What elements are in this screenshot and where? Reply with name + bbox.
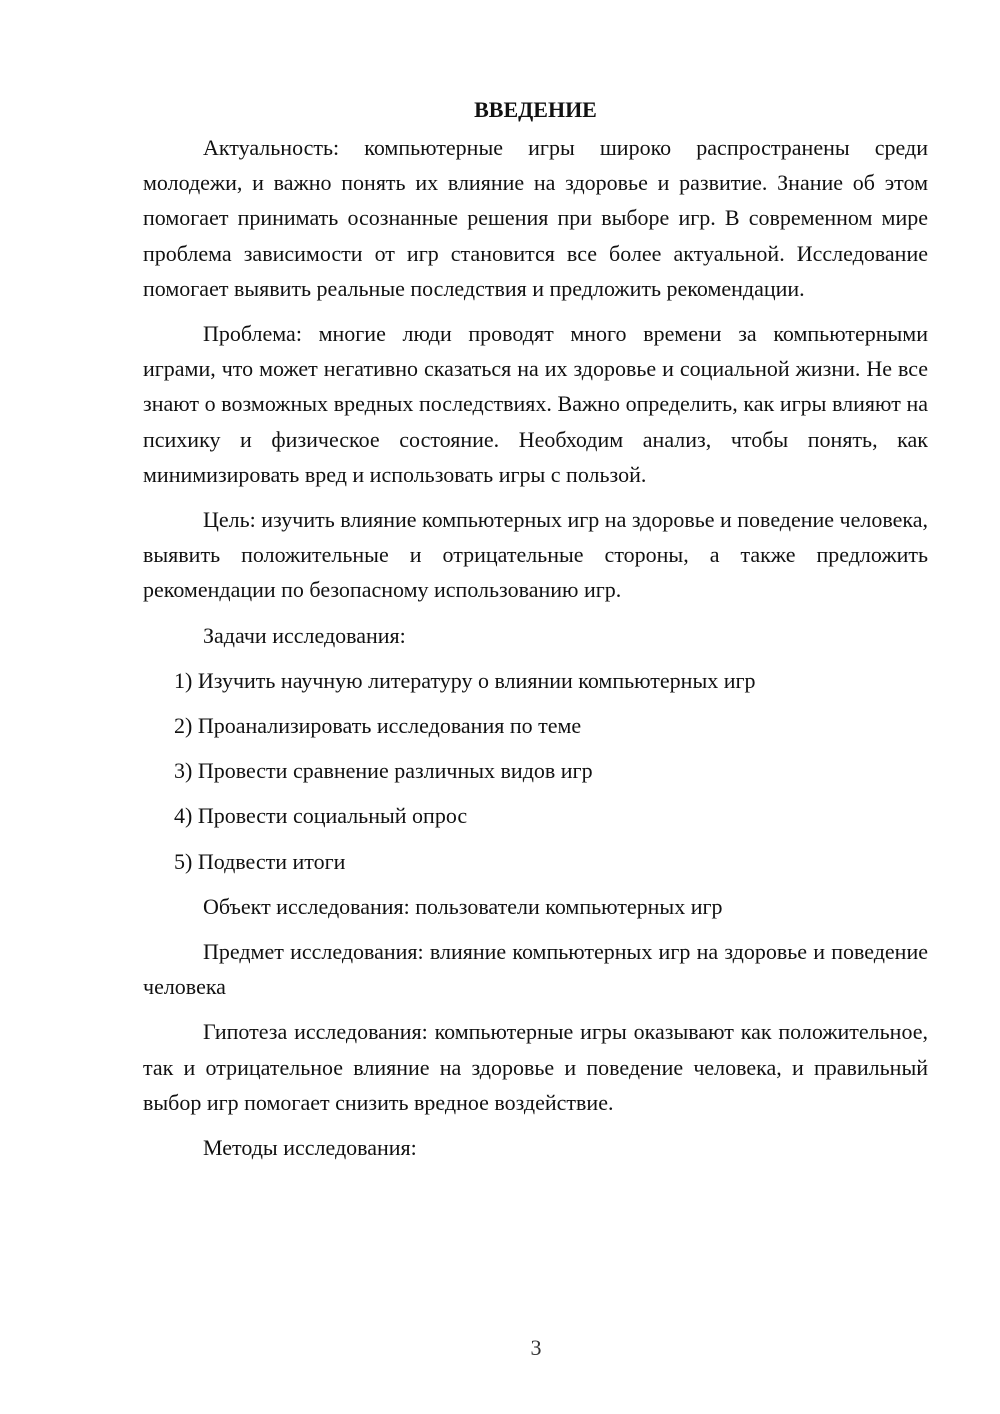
task-item: 4) Провести социальный опрос — [174, 803, 468, 829]
task-item: 2) Проанализировать исследования по теме — [174, 713, 582, 739]
section-title: ВВЕДЕНИЕ — [474, 97, 597, 122]
tasks-list — [143, 663, 928, 879]
task-item: 3) Провести сравнение различных видов игр — [174, 758, 593, 784]
object-paragraph: Объект исследования: пользователи компьютерных игр — [203, 893, 723, 919]
methods-heading: Методы исследования: — [203, 1135, 417, 1161]
goal-paragraph: Цель: изучить влияние компьютерных игр на здоровье и поведение человека, выявить положительные и отрицательные стороны, а также предложить рекомендации по безопасному использованию игр. — [143, 507, 929, 603]
subject-paragraph: Предмет исследования: влияние компьютерных игр на здоровье и поведение человека — [143, 939, 928, 1000]
task-item: 5) Подвести итоги — [174, 848, 346, 874]
page-content — [143, 92, 928, 1175]
page-number: 3 — [530, 1335, 542, 1360]
relevance-paragraph: Актуальность: компьютерные игры широко распространены среди молодежи, и важно понять их влияние на здоровье и развитие. Знание об этом помогает принимать осознанные решения при выборе игр. В современном мире проблема зависимости от игр становится все более актуальной. Исследование помогает выявить реальные последствия и предложить рекомендации. — [143, 135, 928, 301]
tasks-heading: Задачи исследования: — [203, 622, 406, 648]
task-item: 1) Изучить научную литературу о влиянии компьютерных игр — [174, 667, 756, 693]
problem-paragraph: Проблема: многие люди проводят много времени за компьютерными играми, что может негативно сказаться на их здоровье и социальной жизни. Не все знают о возможных вредных последствиях. Важно определить, как игры влияют на психику и физическое состояние. Необходим анализ, чтобы понять, как минимизировать вред и использовать игры с пользой. — [143, 321, 928, 487]
hypothesis-paragraph: Гипотеза исследования: компьютерные игры оказывают как положительное, так и отрицательное влияние на здоровье и поведение человека, и правильный выбор игр помогает снизить вредное воздействие. — [143, 1019, 928, 1115]
